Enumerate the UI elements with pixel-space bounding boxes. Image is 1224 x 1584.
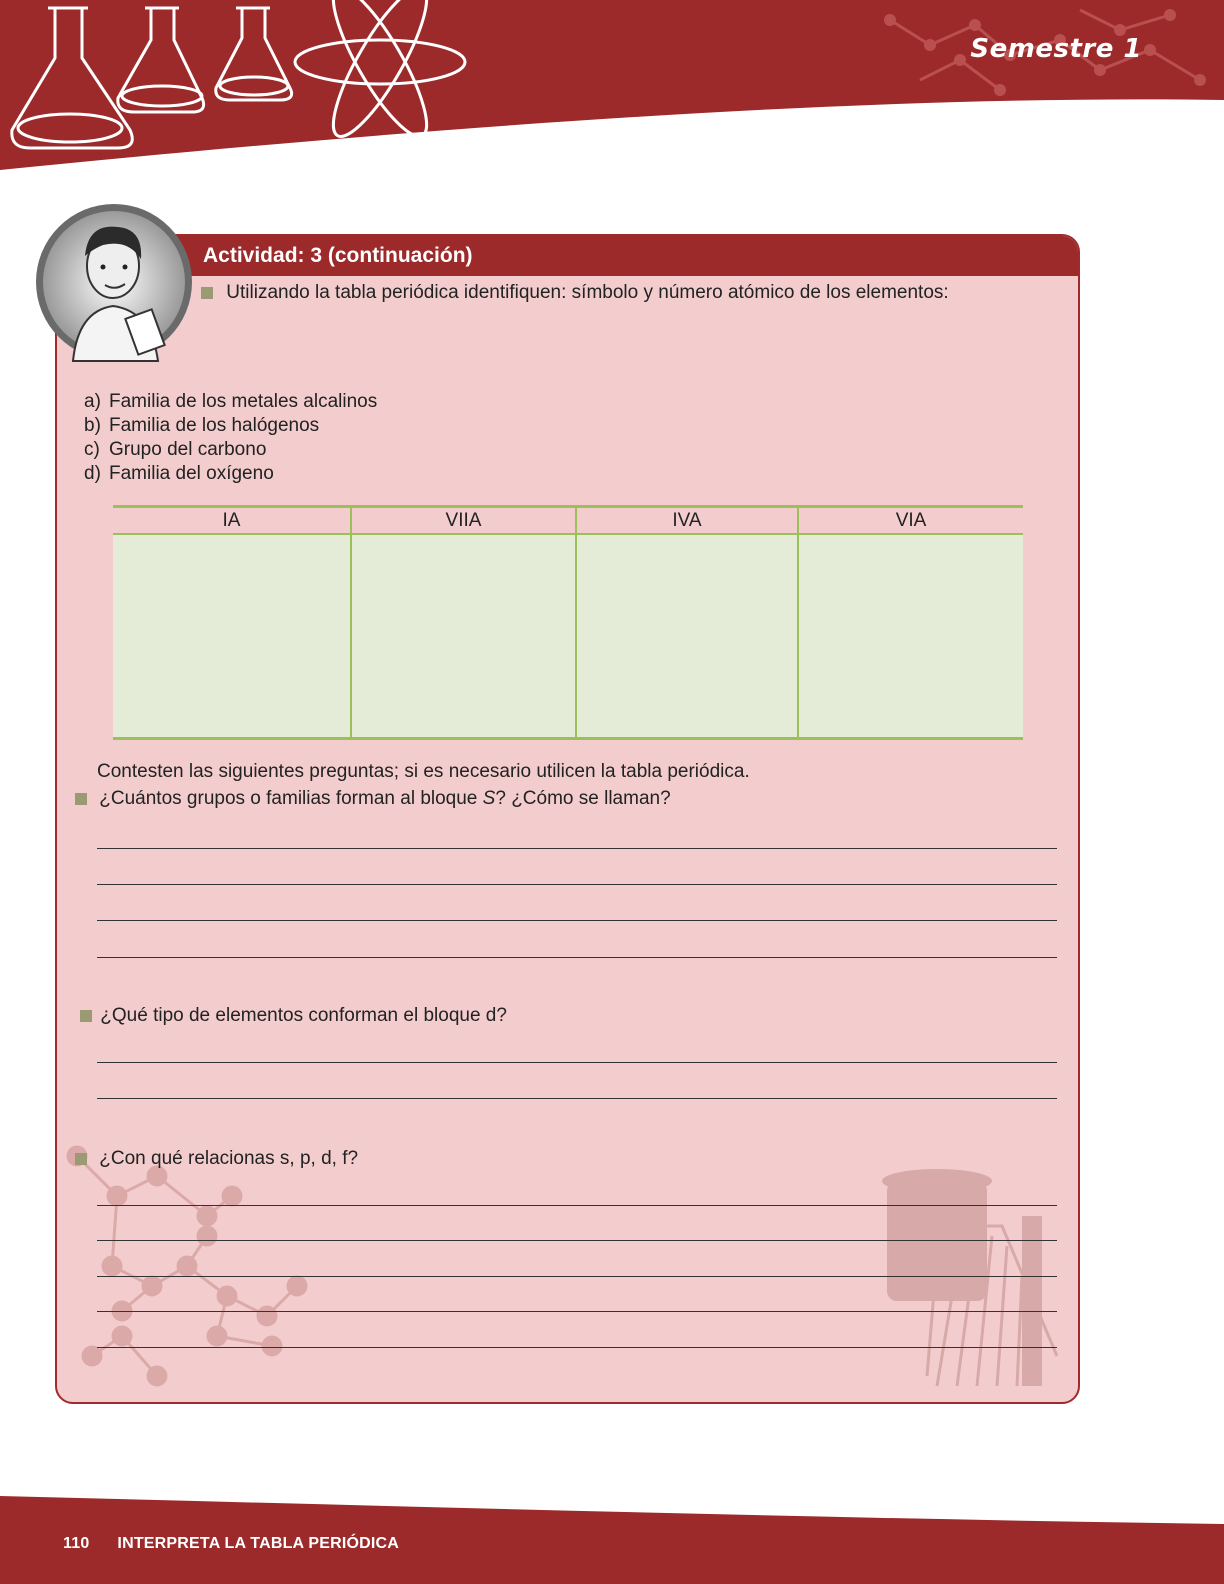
answer-cell-iva[interactable] [576,534,798,739]
bullet-square-icon [201,287,213,299]
answer-line[interactable] [97,1347,1057,1348]
student-avatar [33,201,195,363]
question-1: ¿Cuántos grupos o familias forman al bloque S? ¿Cómo se llaman? [75,788,671,810]
family-list [84,390,377,486]
card-title: Actividad: 3 (continuación) [203,244,473,267]
footer [63,1535,399,1553]
beaker-icon [882,1169,992,1301]
question-3: ¿Con qué relacionas s, p, d, f? [75,1148,358,1170]
answer-line[interactable] [97,1276,1057,1277]
bullet-square-icon [75,793,87,805]
answer-line[interactable] [97,1311,1057,1312]
answer-line[interactable] [97,1062,1057,1063]
table-header-cell: VIA [798,507,1023,535]
answer-line[interactable] [97,957,1057,958]
bullet-square-icon [80,1010,92,1022]
bullet-square-icon [75,1153,87,1165]
answer-cell-ia[interactable] [113,534,351,739]
table-header-cell: IA [113,507,351,535]
answer-line[interactable] [97,848,1057,849]
semester-label: Semestre 1 [970,34,1142,64]
answer-line[interactable] [97,884,1057,885]
page-number: 110 [63,1535,90,1552]
answer-line[interactable] [97,920,1057,921]
answer-line[interactable] [97,1205,1057,1206]
instruction [201,282,949,304]
list-item: c) Grupo del carbono [84,439,267,460]
answer-line[interactable] [97,1098,1057,1099]
list-item: d) Familia del oxígeno [84,463,274,484]
answer-cell-via[interactable] [798,534,1023,739]
table-header-cell: VIIA [351,507,576,535]
answer-cell-viia[interactable] [351,534,576,739]
list-item: a) Familia de los metales alcalinos [84,391,378,412]
periodic-groups-table [113,505,1023,740]
table-header-cell: IVA [576,507,798,535]
header-banner [0,0,1224,180]
instruction-text: Utilizando la tabla periódica identifiquen: símbolo y número atómico de los elementos: [226,282,949,303]
section-title: INTERPRETA LA TABLA PERIÓDICA [117,1535,400,1552]
questions-intro: Contesten las siguientes preguntas; si es necesario utilicen la tabla periódica. [97,761,750,782]
list-item: b) Familia de los halógenos [84,415,320,436]
answer-line[interactable] [97,1240,1057,1241]
question-2: ¿Qué tipo de elementos conforman el bloque d? [80,1005,507,1027]
